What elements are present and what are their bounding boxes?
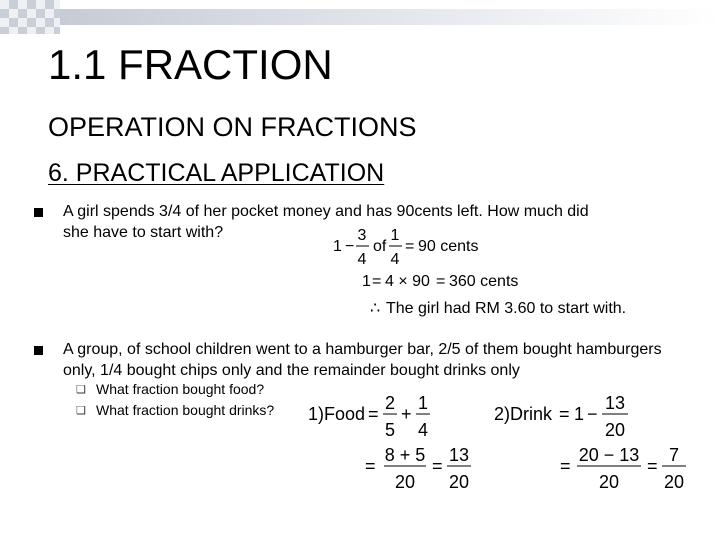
drink-minus: −: [587, 404, 598, 424]
eq3-text: The girl had RM 3.60 to start with.: [386, 300, 627, 317]
sub-bullet-icon: ❑: [76, 384, 86, 396]
drink-f1-num: 13: [604, 393, 626, 413]
eq2-rhs: 360 cents: [449, 273, 519, 290]
food-f1-num: 2: [384, 393, 396, 413]
slide-title: 1.1 FRACTION: [48, 41, 333, 88]
question-food: What fraction bought food?: [96, 381, 265, 397]
drink-equals-3: =: [647, 456, 658, 476]
drink-f1-den: 20: [604, 420, 626, 440]
food-label: 1)Food: [308, 404, 366, 424]
header-bar: [60, 9, 720, 25]
eq3-therefore-icon: ∴: [370, 300, 381, 317]
food-f2-den: 4: [417, 420, 429, 440]
bullet-square-icon: [34, 208, 43, 217]
drink-f3-num: 7: [668, 445, 680, 465]
slide-subtitle: OPERATION ON FRACTIONS: [48, 112, 417, 142]
eq1-den: 4: [357, 251, 367, 268]
food-f4-num: 13: [448, 445, 470, 465]
food-f3-num: 8 + 5: [384, 445, 426, 465]
eq2-expr: 4 × 90: [385, 273, 430, 290]
eq2-equals: =: [372, 273, 382, 290]
section-heading: 6. PRACTICAL APPLICATION: [48, 159, 385, 187]
problem-2-working: [300, 385, 720, 495]
eq1-num: 3: [357, 227, 367, 244]
question-drinks: What fraction bought drinks?: [96, 402, 275, 418]
eq2-equals-2: =: [436, 273, 446, 290]
eq1-equals: =: [405, 238, 415, 255]
food-f2-num: 1: [417, 393, 429, 413]
food-f3-den: 20: [394, 472, 416, 492]
drink-equals-2: =: [560, 456, 571, 476]
eq1-rhs: 90 cents: [418, 238, 479, 255]
food-f1-den: 5: [384, 420, 396, 440]
drink-f2-den: 20: [598, 472, 620, 492]
drink-one: 1: [574, 404, 585, 424]
problem-1-text: A girl spends 3/4 of her pocket money and has 90cents left. How much did she have to start with?: [63, 203, 589, 241]
sub-bullet-icon: ❑: [76, 405, 86, 417]
bullet-square-icon: [34, 346, 43, 355]
drink-equals: =: [559, 404, 570, 424]
corner-decoration: [0, 0, 60, 34]
food-f4-den: 20: [448, 472, 470, 492]
food-plus: +: [401, 404, 412, 424]
drink-f2-num: 20 − 13: [578, 445, 640, 465]
drink-f3-den: 20: [663, 472, 685, 492]
food-equals-2: =: [365, 456, 376, 476]
eq1-of: of: [373, 238, 387, 255]
eq1-num2: 1: [390, 227, 400, 244]
eq1-one: 1: [333, 238, 342, 255]
eq1-den2: 4: [390, 251, 400, 268]
food-equals: =: [368, 404, 379, 424]
food-equals-3: =: [432, 456, 443, 476]
problem-2-text: A group, of school children went to a hamburger bar, 2/5 of them bought hamburgers only, 1/4 bought chips only and the remainder bought drinks only: [63, 341, 662, 379]
eq2-lhs: 1: [362, 273, 371, 290]
drink-label: 2)Drink: [494, 404, 553, 424]
eq1-minus: −: [345, 238, 355, 255]
problem-1-working: [325, 222, 655, 322]
